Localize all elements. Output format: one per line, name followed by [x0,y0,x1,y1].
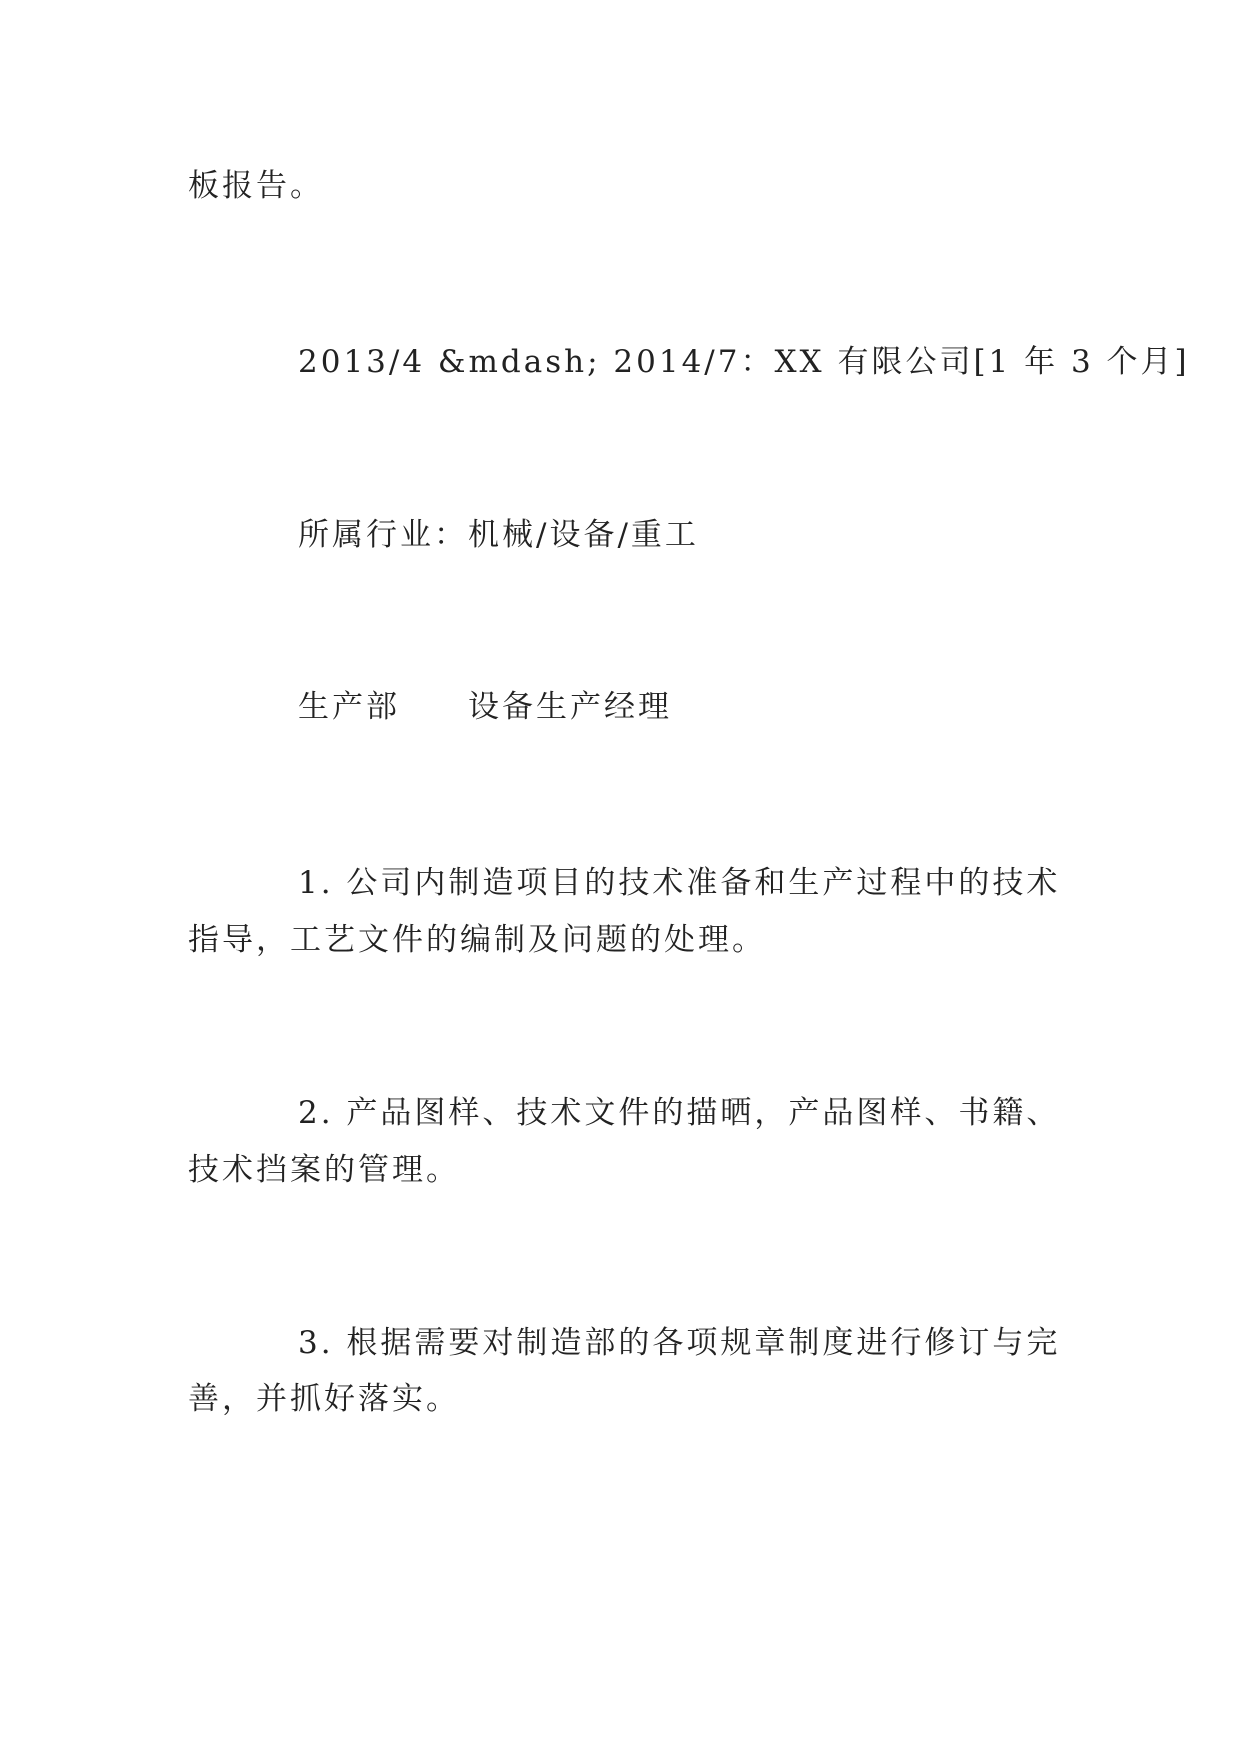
duty-item-3-continued: 善，并抓好落实。 [188,1381,460,1417]
paragraph-continuation: 板报告。 [188,168,324,204]
duty-item-2: 2. 产品图样、技术文件的描晒，产品图样、书籍、 [298,1095,1061,1131]
duty-item-3: 3. 根据需要对制造部的各项规章制度进行修订与完 [298,1325,1061,1361]
employment-period: 2013/4 &mdash; 2014/7：XX 有限公司[1 年 3 个月] [298,344,1190,380]
department-position: 生产部 设备生产经理 [298,689,672,725]
duty-item-1: 1. 公司内制造项目的技术准备和生产过程中的技术 [298,865,1061,901]
duty-item-2-continued: 技术挡案的管理。 [188,1152,460,1188]
duty-item-1-continued: 指导，工艺文件的编制及问题的处理。 [188,922,766,958]
industry-line: 所属行业：机械/设备/重工 [298,517,699,553]
